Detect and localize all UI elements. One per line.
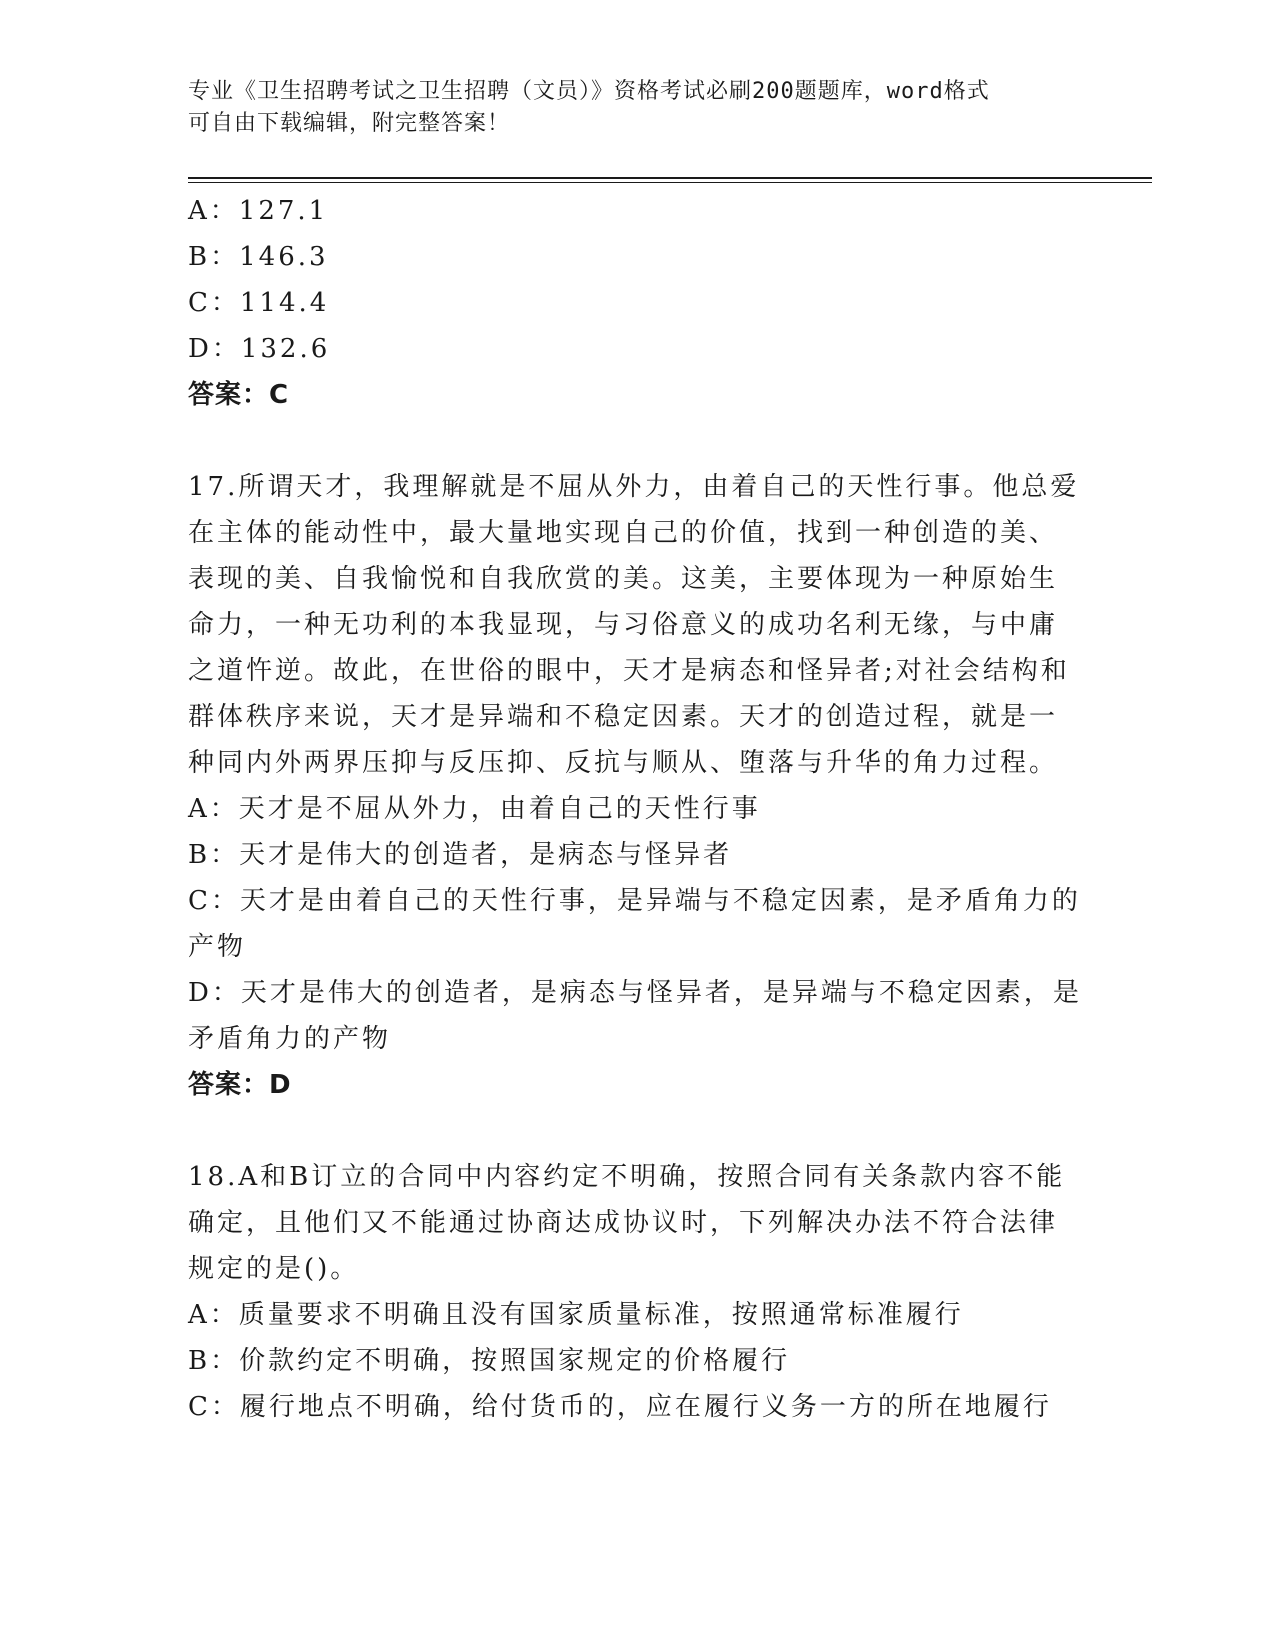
q17-option-c-cont: 产物 — [188, 932, 247, 962]
q17-text-line: 17.所谓天才，我理解就是不屈从外力，由着自己的天性行事。他总爱 — [188, 472, 1080, 502]
q18-text-line: 规定的是()。 — [188, 1254, 360, 1284]
question-16 — [188, 188, 1088, 418]
spacer — [188, 1108, 1088, 1154]
header-line-2: 可自由下载编辑，附完整答案！ — [188, 111, 511, 136]
q18-option-b: B：价款约定不明确，按照国家规定的价格履行 — [188, 1346, 791, 1376]
q18-option-c: C：履行地点不明确，给付货币的，应在履行义务一方的所在地履行 — [188, 1392, 1052, 1422]
q18-option-a: A：质量要求不明确且没有国家质量标准，按照通常标准履行 — [188, 1300, 964, 1330]
q17-text-line: 表现的美、自我愉悦和自我欣赏的美。这美，主要体现为一种原始生 — [188, 564, 1059, 594]
q17-option-d: D：天才是伟大的创造者，是病态与怪异者，是异端与不稳定因素，是 — [188, 978, 1082, 1008]
q17-option-c: C：天才是由着自己的天性行事，是异端与不稳定因素，是矛盾角力的 — [188, 886, 1081, 916]
q18-text-line: 确定，且他们又不能通过协商达成协议时，下列解决办法不符合法律 — [188, 1208, 1059, 1238]
q17-text-line: 群体秩序来说，天才是异端和不稳定因素。天才的创造过程，就是一 — [188, 702, 1059, 732]
question-18 — [188, 1154, 1088, 1430]
q16-option-b: B：146.3 — [188, 242, 329, 272]
q17-text-line: 种同内外两界压抑与反压抑、反抗与顺从、堕落与升华的角力过程。 — [188, 748, 1059, 778]
spacer — [188, 418, 1088, 464]
q18-text-line: 18.A和B订立的合同中内容约定不明确，按照合同有关条款内容不能 — [188, 1162, 1066, 1192]
q17-option-b: B：天才是伟大的创造者，是病态与怪异者 — [188, 840, 733, 870]
header-line-1: 专业《卫生招聘考试之卫生招聘（文员）》资格考试必刷200题题库，word格式 — [188, 79, 990, 104]
q17-text-line: 在主体的能动性中，最大量地实现自己的价值，找到一种创造的美、 — [188, 518, 1059, 548]
question-17 — [188, 464, 1088, 1108]
q16-answer: 答案：C — [188, 380, 290, 410]
q16-option-c: C：114.4 — [188, 288, 330, 318]
q16-option-d: D：132.6 — [188, 334, 331, 364]
q17-answer: 答案：D — [188, 1070, 292, 1100]
q17-text-line: 之道忤逆。故此，在世俗的眼中，天才是病态和怪异者;对社会结构和 — [188, 656, 1070, 686]
q17-text-line: 命力，一种无功利的本我显现，与习俗意义的成功名利无缘，与中庸 — [188, 610, 1059, 640]
q17-option-d-cont: 矛盾角力的产物 — [188, 1024, 392, 1054]
question-content — [188, 188, 1088, 1430]
q17-option-a: A：天才是不屈从外力，由着自己的天性行事 — [188, 794, 761, 824]
q16-option-a: A：127.1 — [188, 196, 329, 226]
page-header — [188, 76, 1068, 140]
header-divider-thin — [188, 182, 1152, 183]
header-divider-thick — [188, 177, 1152, 179]
